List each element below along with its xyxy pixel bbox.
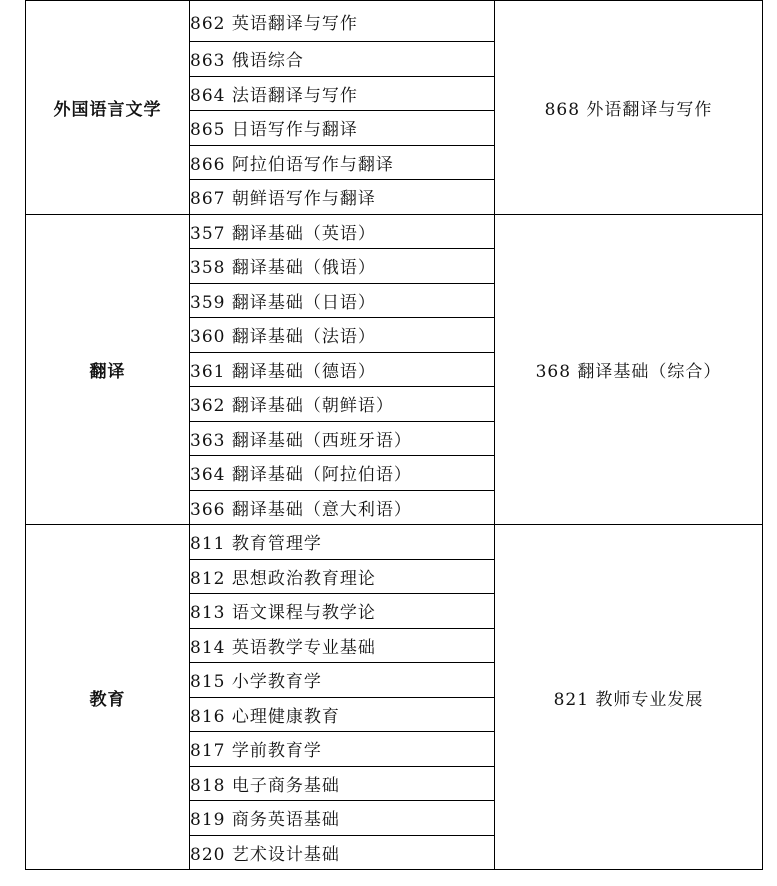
subject-cell: 360 翻译基础（法语） — [190, 318, 495, 353]
group-name: 翻译 — [26, 214, 190, 525]
subject-cell: 364 翻译基础（阿拉伯语） — [190, 456, 495, 491]
subjects-table — [25, 0, 763, 870]
subject-cell: 863 俄语综合 — [190, 42, 495, 77]
subject-cell: 813 语文课程与教学论 — [190, 594, 495, 629]
subject-cell: 866 阿拉伯语写作与翻译 — [190, 145, 495, 180]
subject-cell: 864 法语翻译与写作 — [190, 76, 495, 111]
group-name: 外国语言文学 — [26, 1, 190, 215]
subject-cell: 815 小学教育学 — [190, 663, 495, 698]
subject-cell: 357 翻译基础（英语） — [190, 214, 495, 249]
subject-cell: 819 商务英语基础 — [190, 801, 495, 836]
subject-cell: 359 翻译基础（日语） — [190, 283, 495, 318]
table-row — [26, 1, 763, 42]
subject-cell: 363 翻译基础（西班牙语） — [190, 421, 495, 456]
subject-cell: 816 心理健康教育 — [190, 697, 495, 732]
table-row — [26, 525, 763, 560]
subject-cell: 867 朝鲜语写作与翻译 — [190, 180, 495, 215]
subject-cell: 361 翻译基础（德语） — [190, 352, 495, 387]
unified-exam-cell: 821 教师专业发展 — [495, 525, 763, 870]
subject-cell: 362 翻译基础（朝鲜语） — [190, 387, 495, 422]
subject-cell: 862 英语翻译与写作 — [190, 1, 495, 42]
subject-cell: 358 翻译基础（俄语） — [190, 249, 495, 284]
subject-cell: 818 电子商务基础 — [190, 766, 495, 801]
subject-cell: 820 艺术设计基础 — [190, 835, 495, 870]
subject-cell: 865 日语写作与翻译 — [190, 111, 495, 146]
subject-cell: 817 学前教育学 — [190, 732, 495, 767]
subject-cell: 814 英语教学专业基础 — [190, 628, 495, 663]
subject-cell: 366 翻译基础（意大利语） — [190, 490, 495, 525]
table-row — [26, 214, 763, 249]
subject-cell: 812 思想政治教育理论 — [190, 559, 495, 594]
unified-exam-cell: 868 外语翻译与写作 — [495, 1, 763, 215]
group-name: 教育 — [26, 525, 190, 870]
unified-exam-cell: 368 翻译基础（综合） — [495, 214, 763, 525]
subject-cell: 811 教育管理学 — [190, 525, 495, 560]
